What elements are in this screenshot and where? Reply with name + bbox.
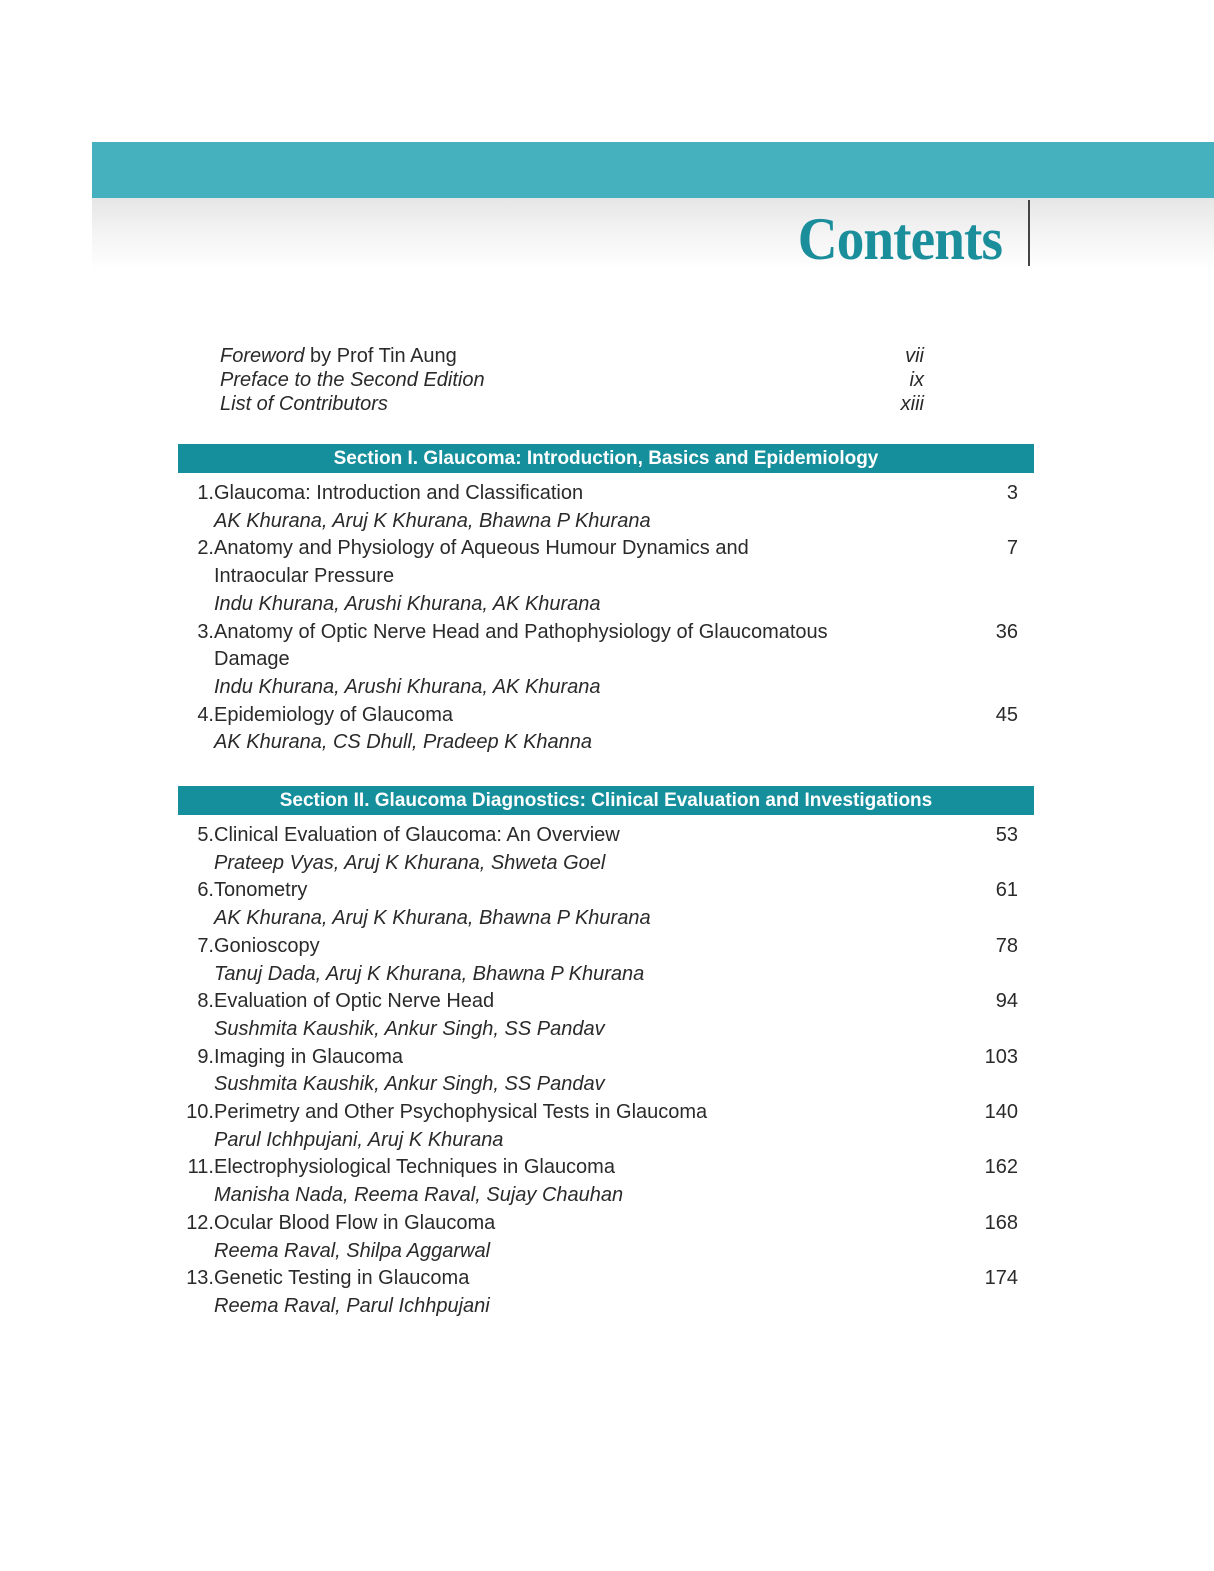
chapter-title: Anatomy and Physiology of Aqueous Humour Dynamics and Intraocular Pressure [214,537,749,588]
chapter-title: Anatomy of Optic Nerve Head and Pathophysiology of Glaucomatous Damage [214,620,828,671]
chapter-page: 78 [995,934,1018,957]
front-matter-page: ix [909,369,924,391]
chapter-authors: Prateep Vyas, Aruj K Khurana, Shweta Goel [214,851,606,874]
chapter-title: Genetic Testing in Glaucoma [214,1267,470,1290]
front-matter-page: xiii [900,393,924,415]
front-matter-label: Preface to the Second Edition [220,369,485,391]
section-1-chapter-list [178,480,1018,757]
chapter-authors: Sushmita Kaushik, Ankur Singh, SS Pandav [214,1073,605,1096]
chapter-entry[interactable] [178,933,1018,988]
front-matter-list [220,344,924,416]
chapter-number: 10. [186,1101,214,1124]
section-2-chapter-list [178,822,1018,1321]
chapter-page: 168 [984,1211,1018,1234]
front-matter-label: Foreword [220,345,305,367]
chapter-page: 94 [995,990,1018,1013]
chapter-page: 36 [995,620,1018,643]
front-matter-item[interactable] [220,368,924,392]
chapter-entry[interactable] [178,1154,1018,1209]
chapter-page: 61 [995,879,1018,902]
chapter-entry[interactable] [178,822,1018,877]
header-shade [92,198,1214,270]
page-title: Contents [797,206,1002,272]
chapter-authors: Indu Khurana, Arushi Khurana, AK Khurana [214,592,601,615]
chapter-title: Epidemiology of Glaucoma [214,703,454,726]
title-divider [1028,200,1030,266]
chapter-number: 11. [187,1156,214,1179]
section-heading: Section I. Glaucoma: Introduction, Basics and Epidemiology [178,444,1034,473]
chapter-page: 174 [984,1267,1018,1290]
chapter-number: 9. [197,1045,214,1068]
front-matter-item[interactable] [220,344,924,368]
front-matter-item[interactable] [220,392,924,416]
chapter-title: Electrophysiological Techniques in Glaucoma [214,1156,615,1179]
chapter-authors: AK Khurana, CS Dhull, Pradeep K Khanna [214,731,593,754]
chapter-authors: Manisha Nada, Reema Raval, Sujay Chauhan [214,1184,624,1207]
chapter-authors: Reema Raval, Parul Ichhpujani [214,1294,490,1317]
chapter-number: 1. [197,482,214,504]
chapter-authors: Tanuj Dada, Aruj K Khurana, Bhawna P Khurana [214,962,645,985]
chapter-title: Ocular Blood Flow in Glaucoma [214,1211,496,1234]
chapter-number: 2. [197,537,214,560]
chapter-number: 8. [197,990,214,1013]
header-band [92,142,1214,198]
section-heading: Section II. Glaucoma Diagnostics: Clinical Evaluation and Investigations [178,786,1034,815]
chapter-entry[interactable] [178,1210,1018,1265]
chapter-entry[interactable] [178,702,1018,757]
chapter-title: Perimetry and Other Psychophysical Tests in Glaucoma [214,1101,708,1124]
chapter-page: 53 [995,824,1018,846]
chapter-entry[interactable] [178,988,1018,1043]
chapter-entry[interactable] [178,877,1018,932]
chapter-number: 13. [186,1267,214,1290]
front-matter-label: List of Contributors [220,393,388,415]
front-matter-label-plain: by Prof Tin Aung [304,345,457,367]
chapter-number: 12. [186,1211,214,1234]
chapter-authors: Parul Ichhpujani, Aruj K Khurana [214,1128,504,1151]
chapter-entry[interactable] [178,1099,1018,1154]
chapter-entry[interactable] [178,480,1018,535]
chapter-title: Tonometry [214,879,308,902]
chapter-authors: Sushmita Kaushik, Ankur Singh, SS Pandav [214,1017,605,1040]
chapter-authors: Reema Raval, Shilpa Aggarwal [214,1239,491,1262]
chapter-entry[interactable] [178,1265,1018,1320]
chapter-page: 140 [984,1101,1018,1124]
chapter-title: Evaluation of Optic Nerve Head [214,990,495,1013]
chapter-page: 103 [984,1045,1018,1068]
chapter-number: 4. [197,703,214,726]
chapter-page: 162 [984,1156,1018,1179]
chapter-entry[interactable] [178,619,1018,702]
chapter-number: 6. [197,879,214,902]
chapter-entry[interactable] [178,1044,1018,1099]
chapter-number: 5. [197,824,214,846]
chapter-title: Glaucoma: Introduction and Classification [214,482,584,504]
chapter-title: Imaging in Glaucoma [214,1045,403,1068]
chapter-page: 7 [1006,537,1018,560]
chapter-number: 3. [197,620,214,643]
chapter-entry[interactable] [178,535,1018,618]
front-matter-page: vii [905,345,924,367]
chapter-authors: Indu Khurana, Arushi Khurana, AK Khurana [214,675,601,698]
chapter-page: 3 [1006,482,1018,504]
chapter-title: Gonioscopy [214,934,320,957]
chapter-authors: AK Khurana, Aruj K Khurana, Bhawna P Khurana [214,509,651,532]
chapter-page: 45 [995,703,1018,726]
chapter-title: Clinical Evaluation of Glaucoma: An Overview [214,824,620,846]
chapter-authors: AK Khurana, Aruj K Khurana, Bhawna P Khurana [214,907,651,930]
chapter-number: 7. [197,934,214,957]
